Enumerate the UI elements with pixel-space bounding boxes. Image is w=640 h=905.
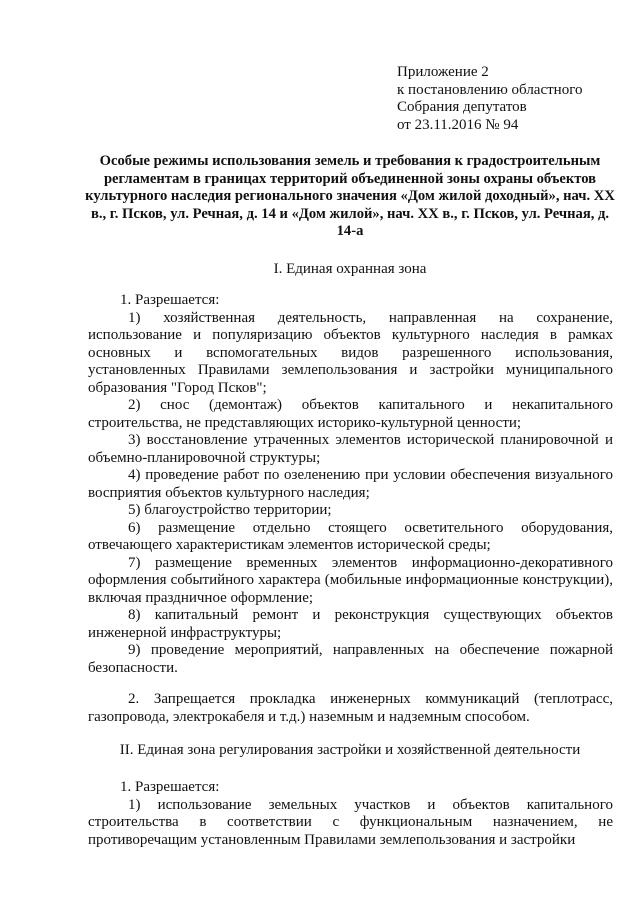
section-1-item-6: 6) размещение отдельно стоящего осветительного оборудования, отвечающего характеристикам элементов исторической среды; <box>88 519 613 553</box>
document-title: Особые режимы использования земель и требования к градостроительным регламентам в границах территорий объединенной зоны охраны объектов культурного наследия регионального значения «Дом жилой доходный», нач. XX в., г. Псков, ул. Речная, д. 14 и «Дом жилой», нач. XX в., г. Псков, ул. Речная, д. 14-а <box>85 153 615 239</box>
section-1-item-3: 3) восстановление утраченных элементов исторической планировочной и объемно-планировочной структуры; <box>88 432 613 466</box>
section-2-body <box>88 779 613 849</box>
section-1-item-4: 4) проведение работ по озеленению при условии обеспечения визуального восприятия объектов культурного наследия; <box>88 467 613 501</box>
section-1-prohibited: 2. Запрещается прокладка инженерных коммуникаций (теплотрасс, газопровода, электрокабеля и т.д.) наземным и надземным способом. <box>88 691 613 725</box>
approval-line-3: Собрания депутатов <box>397 99 527 116</box>
section-1-item-5: 5) благоустройство территории; <box>128 502 332 518</box>
section-2-heading: II. Единая зона регулирования застройки и хозяйственной деятельности <box>119 742 581 758</box>
approval-block <box>397 64 582 134</box>
section-2-allowed-heading: 1. Разрешается: <box>120 779 220 795</box>
section-1-item-9: 9) проведение мероприятий, направленных на обеспечение пожарной безопасности. <box>88 642 613 676</box>
approval-line-1: Приложение 2 <box>397 64 489 80</box>
section-1-item-8: 8) капитальный ремонт и реконструкция существующих объектов инженерной инфраструктуры; <box>88 607 613 641</box>
section-1-item-1: 1) хозяйственная деятельность, направленная на сохранение, использование и популяризацию объектов культурного наследия в рамках основных и вспомогательных видов разрешенного использования, установленных Правилами землепользования и застройки муниципального образования "Город Псков"; <box>88 309 613 396</box>
approval-line-4: от 23.11.2016 № 94 <box>397 116 519 133</box>
section-1-prohibited-block <box>88 691 613 726</box>
section-1-heading: I. Единая охранная зона <box>273 261 427 277</box>
section-2-item-1: 1) использование земельных участков и объектов капитального строительства в соответствии с функциональным назначением, не противоречащим установленным Правилами землепользования и застройки <box>88 796 613 848</box>
section-1-allowed-heading: 1. Разрешается: <box>120 292 220 308</box>
approval-line-2: к постановлению областного <box>397 81 583 98</box>
section-1-body <box>88 292 613 677</box>
section-1-item-2: 2) снос (демонтаж) объектов капитального и некапитального строительства, не представляющих историко-культурной ценности; <box>88 397 613 431</box>
section-1-item-7: 7) размещение временных элементов информационно-декоративного оформления событийного характера (мобильные информационные конструкции), включая праздничное оформление; <box>88 554 613 606</box>
